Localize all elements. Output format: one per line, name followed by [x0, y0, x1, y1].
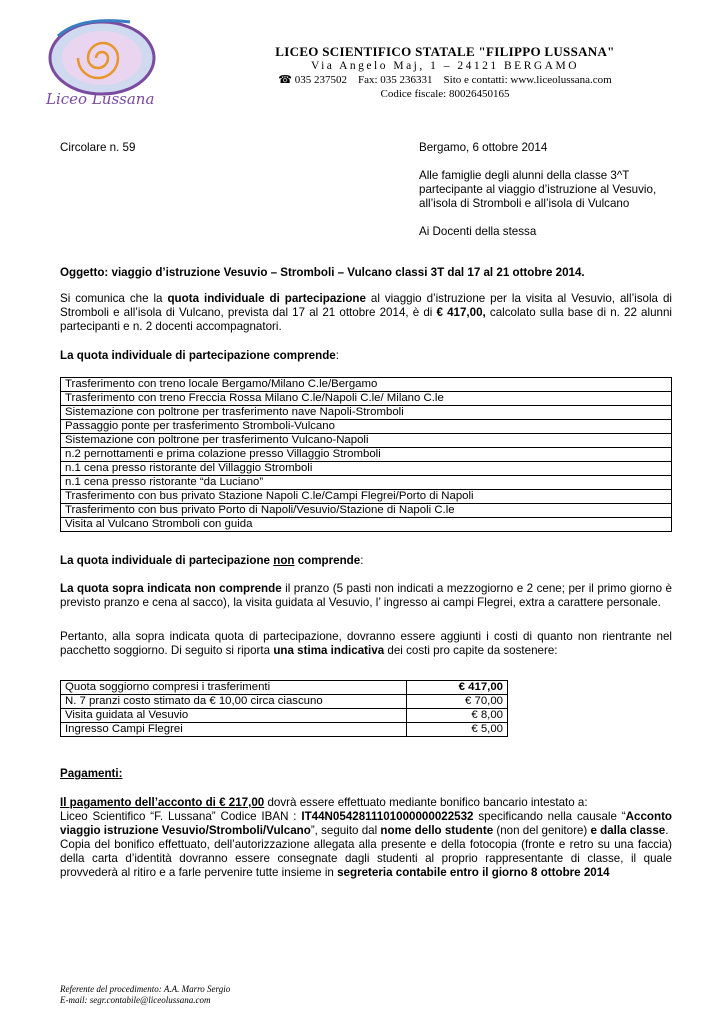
table-row [61, 448, 672, 462]
table-cell: Trasferimento con treno locale Bergamo/Milano C.le/Bergamo [61, 378, 672, 392]
table-row [61, 518, 672, 532]
table-row [61, 462, 672, 476]
recipient-line: partecipante al viaggio d’istruzione al Vesuvio, [419, 183, 657, 196]
table-cell: n.2 pernottamenti e prima colazione presso Villaggio Stromboli [61, 448, 672, 462]
table-row [61, 681, 508, 695]
recipient-line: Alle famiglie degli alunni della classe 3^T [419, 169, 630, 182]
table-cell: Trasferimento con bus privato Stazione Napoli C.le/Campi Flegrei/Porto di Napoli [61, 490, 672, 504]
cost-label: Visita guidata al Vesuvio [61, 709, 407, 723]
subject-line: Oggetto: viaggio d’istruzione Vesuvio – Stromboli – Vulcano classi 3T dal 17 al 21 ottobre 2014. [60, 266, 585, 279]
table-cell: n.1 cena presso ristorante “da Luciano” [61, 476, 672, 490]
intro-paragraph: Si comunica che la quota individuale di partecipazione al viaggio d’istruzione per la visita al Vesuvio, all’isola di Stromboli e all’isola di Vulcano, prevista dal 17 al 21 ottobre 2014, è di € 417,00, calcolato sulla base di n. 22 alunni partecipanti e n. 2 docenti accompagnatori. [60, 292, 672, 333]
table-row [61, 392, 672, 406]
includes-heading: La quota individuale di partecipazione comprende: [60, 349, 339, 362]
school-website[interactable]: Sito e contatti: www.liceolussana.com [443, 74, 612, 86]
cost-amount: € 417,00 [407, 681, 508, 695]
table-cell: Visita al Vulcano Stromboli con guida [61, 518, 672, 532]
table-row [61, 504, 672, 518]
table-cell: Passaggio ponte per trasferimento Stromboli-Vulcano [61, 420, 672, 434]
recipient-line: Ai Docenti della stessa [419, 225, 537, 238]
telephone-icon: ☎ [278, 74, 292, 86]
fiscal-code: Codice fiscale: 80026450165 [380, 88, 510, 100]
school-fax: Fax: 035 236331 [357, 74, 433, 86]
iban-code: IT44N0542811101000000022532 [301, 810, 474, 823]
table-row [61, 490, 672, 504]
includes-table [60, 377, 672, 532]
school-name: LICEO SCIENTIFICO STATALE "FILIPPO LUSSANA" [275, 44, 615, 59]
table-row [61, 709, 508, 723]
table-cell: n.1 cena presso ristorante del Villaggio Stromboli [61, 462, 672, 476]
cost-label: Ingresso Campi Flegrei [61, 723, 407, 737]
table-row [61, 695, 508, 709]
estimate-paragraph: Pertanto, alla sopra indicata quota di partecipazione, dovranno essere aggiunti i costi di quanto non rientrante nel pacchetto soggiorno. Di seguito si riporta una stima indicativa dei costi pro capite da sostenere: [60, 630, 672, 657]
cost-label: Quota soggiorno compresi i trasferimenti [61, 681, 407, 695]
letter-date: Bergamo, 6 ottobre 2014 [419, 141, 548, 154]
payments-heading: Pagamenti: [60, 767, 123, 780]
recipient-line: all’isola di Stromboli e all’isola di Vulcano [419, 197, 630, 210]
table-row [61, 723, 508, 737]
cost-amount: € 5,00 [407, 723, 508, 737]
excludes-paragraph: La quota sopra indicata non comprende il pranzo (5 pasti non indicati a mezzogiorno e 2 cene; per il primo giorno è previsto pranzo e cena al sacco), la visita guidata al Vesuvio, l’ ingresso ai campi Flegrei, extra a carattere personale. [60, 582, 672, 609]
circular-number: Circolare n. 59 [60, 141, 136, 154]
cost-label: N. 7 pranzi costo stimato da € 10,00 circa ciascuno [61, 695, 407, 709]
footer-email[interactable]: E-mail: segr.contabile@liceolussana.com [60, 995, 211, 1005]
school-contacts [232, 73, 658, 87]
table-cell: Sistemazione con poltrone per trasferimento nave Napoli-Stromboli [61, 406, 672, 420]
table-row [61, 476, 672, 490]
excludes-heading: La quota individuale di partecipazione non comprende: [60, 554, 364, 567]
cost-table [60, 680, 508, 737]
table-cell: Sistemazione con poltrone per trasferimento Vulcano-Napoli [61, 434, 672, 448]
footer-contact-person: Referente del procedimento: A.A. Marro Sergio [60, 984, 231, 994]
school-phone: 035 237502 [294, 74, 347, 86]
table-row [61, 406, 672, 420]
table-row [61, 420, 672, 434]
school-logo [40, 16, 180, 112]
footer [60, 984, 230, 1006]
cost-amount: € 70,00 [407, 695, 508, 709]
recipients-block [419, 169, 689, 239]
school-header [232, 44, 658, 101]
logo-text: Liceo Lussana [46, 90, 155, 108]
table-row [61, 434, 672, 448]
cost-amount: € 8,00 [407, 709, 508, 723]
school-address: Via Angelo Maj, 1 – 24121 BERGAMO [310, 60, 580, 72]
table-cell: Trasferimento con bus privato Porto di Napoli/Vesuvio/Stazione di Napoli C.le [61, 504, 672, 518]
payments-paragraph: Il pagamento dell’acconto di € 217,00 dovrà essere effettuato mediante bonifico bancario intestato a: Liceo Scientifico “F. Lussana” Codice IBAN : IT44N0542811101000000022532 specificando nella causale “Acconto viaggio istruzione Vesuvio/Stromboli/Vulcano”, seguito dal nome dello studente (non del genitore) e dalla classe. Copia del bonifico effettuato, dell’autorizzazione allegata alla presente e della fotocopia (fronte e retro su una faccia) della carta d’identità dovranno essere consegnate dagli studenti al proprio rappresentante di classe, il quale provvederà al ritiro e a farle pervenire tutte insieme in segreteria contabile entro il giorno 8 ottobre 2014 [60, 796, 673, 879]
table-row [61, 378, 672, 392]
table-cell: Trasferimento con treno Freccia Rossa Milano C.le/Napoli C.le/ Milano C.le [61, 392, 672, 406]
